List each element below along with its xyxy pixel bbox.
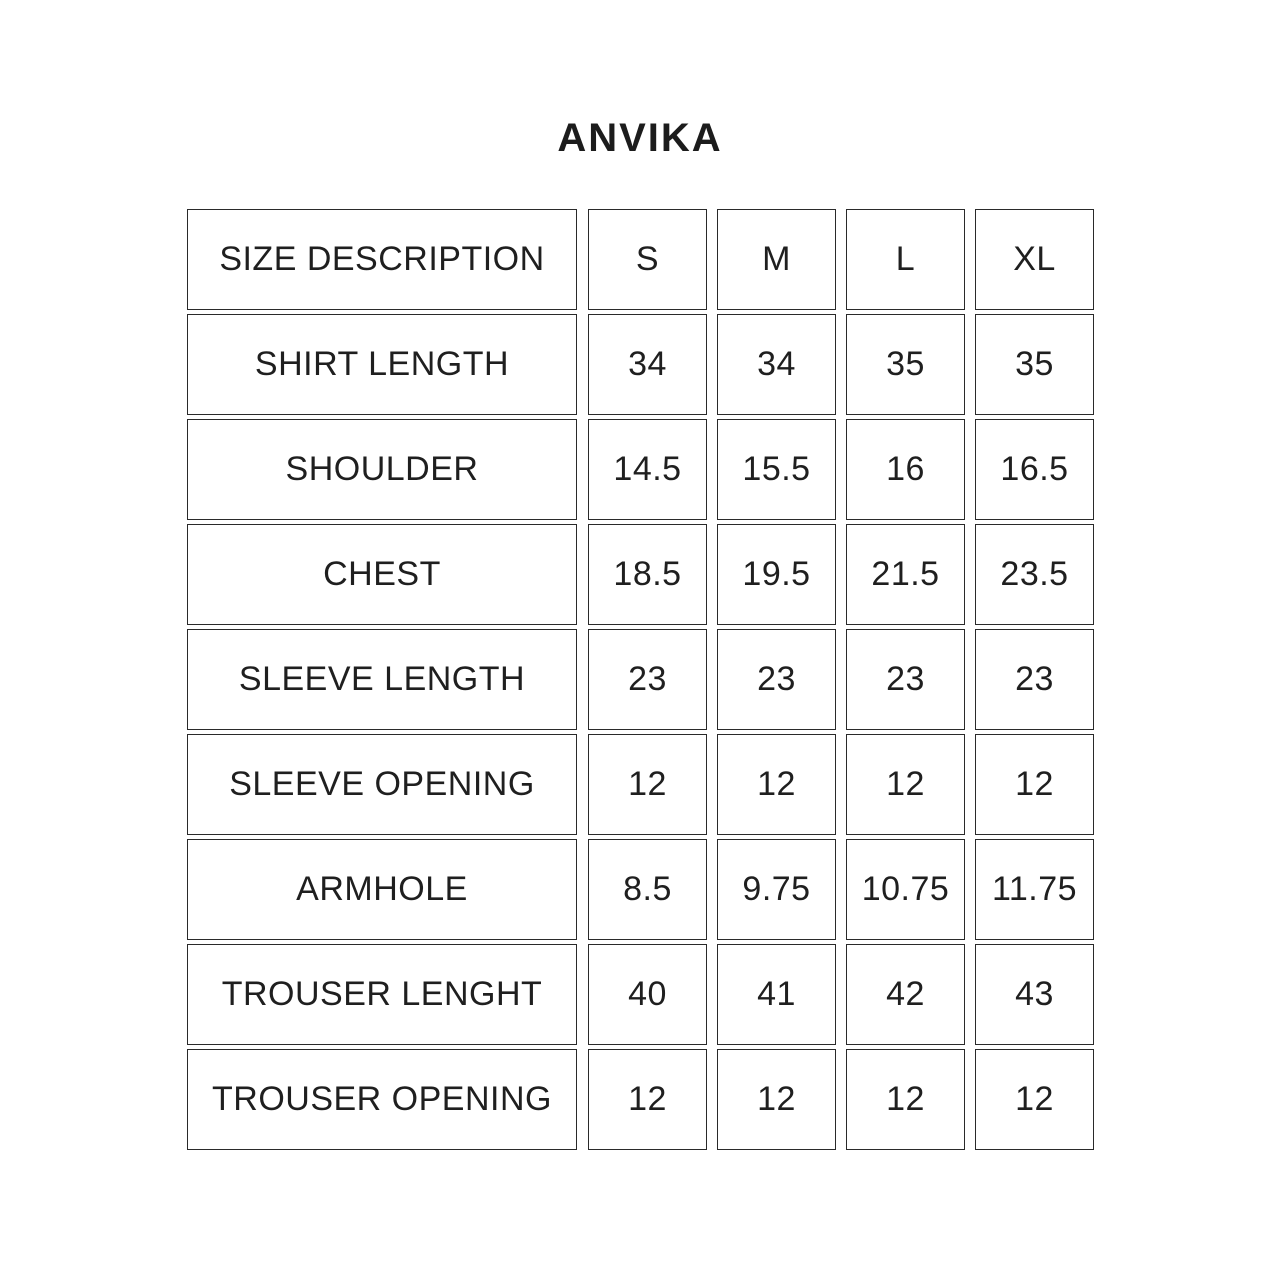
- header-cell-xl: XL: [975, 209, 1094, 310]
- row-label: SHIRT LENGTH: [187, 314, 577, 415]
- table-cell: 40: [588, 944, 707, 1045]
- row-label: TROUSER LENGHT: [187, 944, 577, 1045]
- table-cell: 14.5: [588, 419, 707, 520]
- row-label: SHOULDER: [187, 419, 577, 520]
- page-title: ANVIKA: [557, 116, 723, 160]
- table-cell: 23: [846, 629, 965, 730]
- table-cell: 9.75: [717, 839, 836, 940]
- header-cell-s: S: [588, 209, 707, 310]
- row-label: SLEEVE OPENING: [187, 734, 577, 835]
- table-cell: 18.5: [588, 524, 707, 625]
- header-cell-size-description: SIZE DESCRIPTION: [187, 209, 577, 310]
- table-cell: 12: [717, 734, 836, 835]
- table-cell: 11.75: [975, 839, 1094, 940]
- table-cell: 12: [975, 734, 1094, 835]
- row-label: ARMHOLE: [187, 839, 577, 940]
- table-cell: 23: [975, 629, 1094, 730]
- table-cell: 12: [588, 734, 707, 835]
- table-cell: 10.75: [846, 839, 965, 940]
- table-cell: 12: [975, 1049, 1094, 1150]
- row-label: CHEST: [187, 524, 577, 625]
- table-cell: 12: [717, 1049, 836, 1150]
- table-cell: 43: [975, 944, 1094, 1045]
- table-cell: 21.5: [846, 524, 965, 625]
- table-cell: 12: [846, 1049, 965, 1150]
- table-cell: 42: [846, 944, 965, 1045]
- table-cell: 35: [975, 314, 1094, 415]
- table-cell: 15.5: [717, 419, 836, 520]
- table-cell: 34: [588, 314, 707, 415]
- table-cell: 19.5: [717, 524, 836, 625]
- header-cell-l: L: [846, 209, 965, 310]
- table-cell: 8.5: [588, 839, 707, 940]
- table-cell: 23.5: [975, 524, 1094, 625]
- table-cell: 23: [588, 629, 707, 730]
- table-cell: 34: [717, 314, 836, 415]
- table-cell: 12: [846, 734, 965, 835]
- table-cell: 12: [588, 1049, 707, 1150]
- table-cell: 35: [846, 314, 965, 415]
- header-cell-m: M: [717, 209, 836, 310]
- table-cell: 41: [717, 944, 836, 1045]
- table-cell: 23: [717, 629, 836, 730]
- table-cell: 16.5: [975, 419, 1094, 520]
- row-label: SLEEVE LENGTH: [187, 629, 577, 730]
- table-cell: 16: [846, 419, 965, 520]
- row-label: TROUSER OPENING: [187, 1049, 577, 1150]
